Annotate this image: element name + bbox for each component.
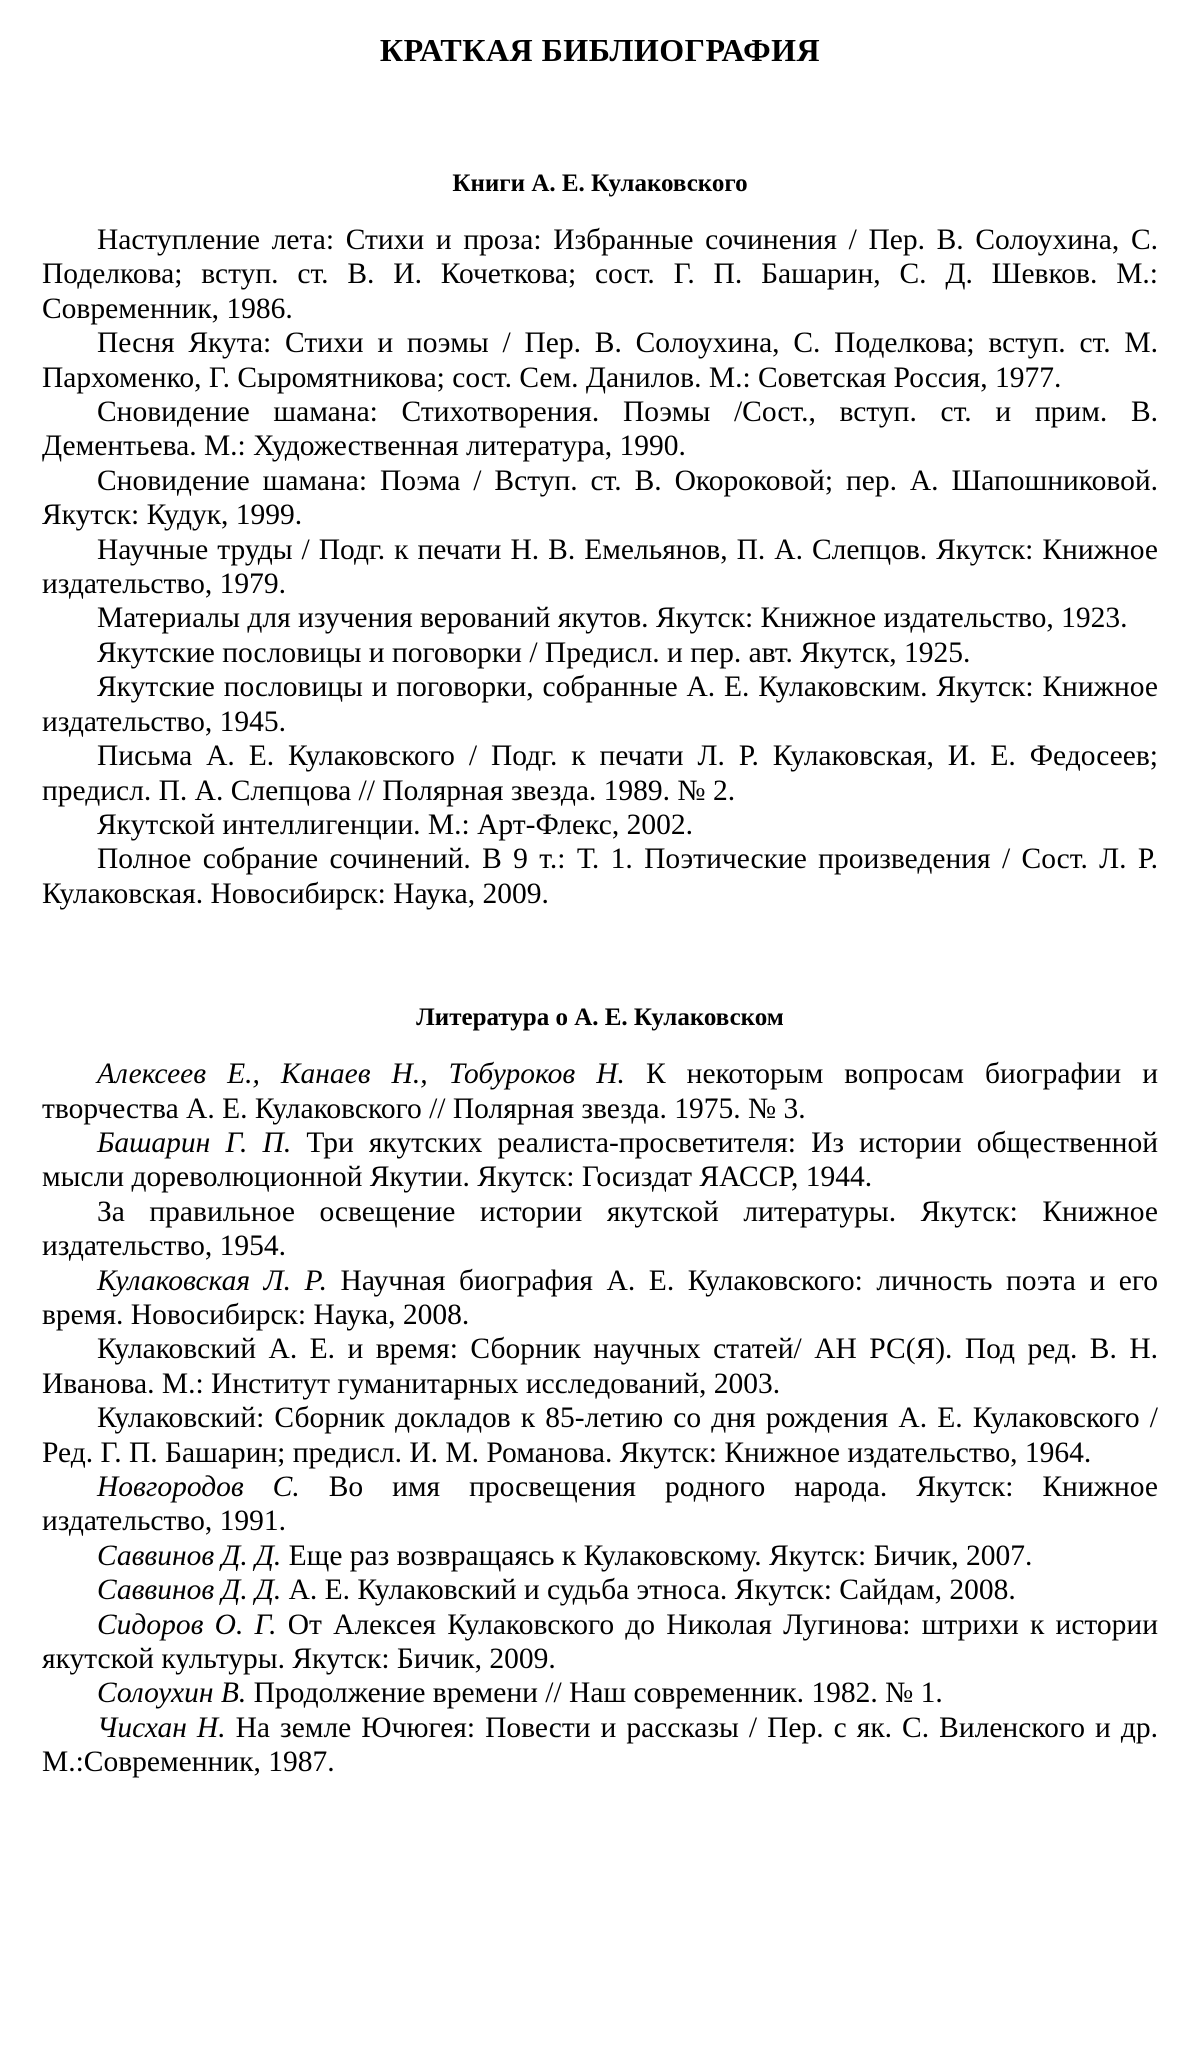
entry-text: За правильное освещение истории якутской литературы. Якутск: Книжное издательство, 1954. (42, 1195, 1158, 1263)
entry-text: Сновидение шамана: Стихотворения. Поэмы /Сост., вступ. ст. и прим. В. Дементьева. М.: Художественная литература, 1990. (42, 396, 1158, 463)
entry-text: Научные труды / Подг. к печати Н. В. Емельянов, П. А. Слепцов. Якутск: Книжное издательство, 1979. (42, 533, 1158, 601)
entry-text: Письма А. Е. Кулаковского / Подг. к печати Л. Р. Кулаковская, И. Е. Федосеев; предисл. П. А. Слепцова // Полярная звезда. 1989. № 2. (42, 740, 1158, 807)
entry-author: Чисхан Н. (97, 1711, 226, 1744)
entry-text: Материалы для изучения верований якутов. Якутск: Книжное издательство, 1923. (97, 602, 1128, 635)
bibliography-entry (42, 1573, 1158, 1607)
bibliography-entry (42, 670, 1158, 739)
bibliography-entry (42, 1608, 1158, 1677)
entry-author: Башарин Г. П. (97, 1126, 292, 1159)
entry-text: Якутские пословицы и поговорки, собранные А. Е. Кулаковским. Якутск: Книжное издательство, 1945. (42, 671, 1158, 738)
entry-text: Кулаковский А. Е. и время: Сборник научных статей/ АН РС(Я). Под ред. В. Н. Иванова. М.: Институт гуманитарных исследований, 2003. (42, 1333, 1158, 1400)
entry-text: Полное собрание сочинений. В 9 т.: Т. 1. Поэтические произведения / Сост. Л. Р. Кулаковская. Новосибирск: Наука, 2009. (42, 843, 1158, 910)
entry-author: Сидоров О. Г. (97, 1608, 277, 1641)
entry-text: А. Е. Кулаковский и судьба этноса. Якутск: Сайдам, 2008. (288, 1574, 1016, 1607)
bibliography-entry (42, 1264, 1158, 1333)
section-title-books: Книги А. Е. Кулаковского (452, 170, 748, 197)
bibliography-entry (42, 1539, 1158, 1573)
entry-text: Якутской интеллигенции. М.: Арт-Флекс, 2002. (97, 808, 693, 841)
section-literature (42, 1001, 1158, 1780)
bibliography-entry (42, 533, 1158, 602)
entry-text: Три якутских реалиста-просветителя: Из истории общественной мысли дореволюционной Якутии. Якутск: Госиздат ЯАССР, 1944. (42, 1126, 1159, 1194)
entry-text: Кулаковский: Сборник докладов к 85-летию со дня рождения А. Е. Кулаковского / Ред. Г. П. Башарин; предисл. И. М. Романова. Якутск: Книжное издательство, 1964. (42, 1402, 1158, 1469)
bibliography-entry (42, 1332, 1158, 1401)
entry-author: Солоухин В. (97, 1677, 247, 1710)
entry-author: Новгородов С. (97, 1471, 300, 1503)
bibliography-entry (42, 326, 1158, 395)
entry-text: Песня Якута: Стихи и поэмы / Пер. В. Солоухина, С. Поделкова; вступ. ст. М. Пархоменко, Г. Сыромятникова; сост. Сем. Данилов. М.: Советская Россия, 1977. (42, 327, 1158, 394)
bibliography-entry (42, 1676, 1158, 1710)
entry-text: На земле Ючюгея: Повести и рассказы / Пер. с як. С. Виленского и др. М.:Современник, 1987. (42, 1711, 1158, 1779)
entry-text: Во имя просвещения родного народа. Якутск: Книжное издательство, 1991. (42, 1471, 1159, 1538)
entry-text: Якутские пословицы и поговорки / Предисл. и пер. авт. Якутск, 1925. (97, 636, 971, 669)
entry-text: К некоторым вопросам биографии и творчества А. Е. Кулаковского // Полярная звезда. 1975. № 3. (42, 1058, 1158, 1125)
bibliography-entry (42, 1195, 1158, 1264)
entry-author: Саввинов Д. Д. (97, 1539, 282, 1572)
entry-author: Саввинов Д. Д. (97, 1574, 282, 1607)
bibliography-entry (42, 1711, 1158, 1780)
entry-text: Еще раз возвращаясь к Кулаковскому. Якутск: Бичик, 2007. (288, 1539, 1033, 1572)
bibliography-entry (42, 395, 1158, 464)
bibliography-entry (42, 739, 1158, 808)
section-title-literature: Литература о А. Е. Кулаковском (416, 1004, 784, 1032)
bibliography-entry (42, 1126, 1158, 1195)
books-list (42, 223, 1158, 911)
entry-author: Алексеев Е., Канаев Н., Тобуроков Н. (97, 1058, 625, 1091)
bibliography-entry (42, 1401, 1158, 1470)
page-title: КРАТКАЯ БИБЛИОГРАФИЯ (379, 32, 821, 68)
bibliography-entry (42, 1470, 1158, 1539)
entry-text: От Алексея Кулаковского до Николая Лугинова: штрихи к истории якутской культуры. Якутск: Бичик, 2009. (42, 1608, 1158, 1676)
entry-text: Наступление лета: Стихи и проза: Избранные сочинения / Пер. В. Солоухина, С. Поделкова; вступ. ст. В. И. Кочеткова; сост. Г. П. Башарин, С. Д. Шевков. М.: Современник, 1986. (42, 224, 1158, 325)
entry-text: Сновидение шамана: Поэма / Вступ. ст. В. Окороковой; пер. А. Шапошниковой. Якутск: Кудук, 1999. (42, 464, 1158, 532)
bibliography-entry (42, 464, 1158, 533)
bibliography-entry (42, 808, 1158, 842)
entry-text: Продолжение времени // Наш современник. 1982. № 1. (253, 1677, 943, 1710)
bibliography-entry (42, 842, 1158, 911)
bibliography-entry (42, 223, 1158, 326)
bibliography-entry (42, 601, 1158, 635)
entry-text: Научная биография А. Е. Кулаковского: личность поэта и его время. Новосибирск: Наука, 2008. (42, 1264, 1159, 1331)
bibliography-entry (42, 636, 1158, 670)
section-books (42, 167, 1158, 911)
document-page (42, 0, 1158, 1780)
bibliography-entry (42, 1057, 1158, 1126)
entry-author: Кулаковская Л. Р. (97, 1264, 327, 1297)
literature-list (42, 1057, 1158, 1780)
